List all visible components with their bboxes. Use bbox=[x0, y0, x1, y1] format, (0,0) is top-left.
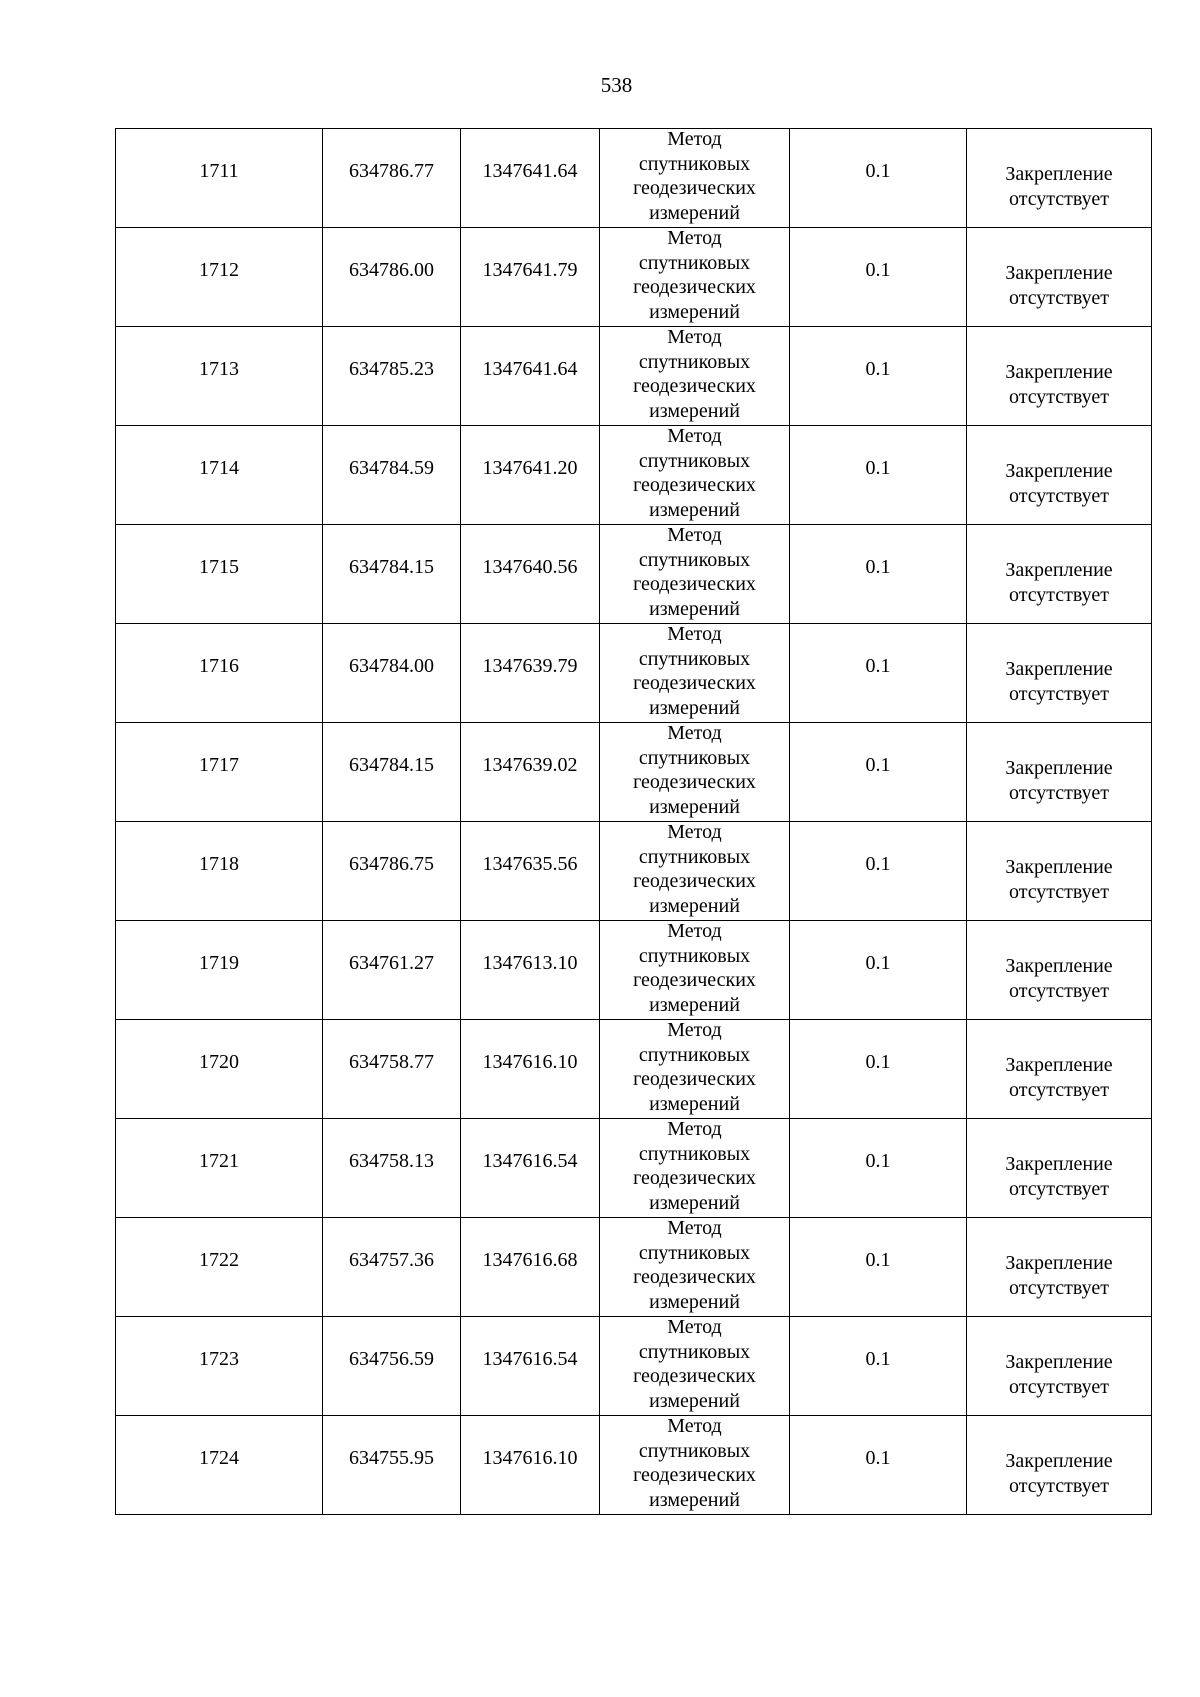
method-text-line: геодезических bbox=[633, 1068, 756, 1090]
method-text-line: Метод bbox=[667, 227, 722, 249]
method-text-line: геодезических bbox=[633, 672, 756, 694]
table-row bbox=[116, 822, 1152, 921]
method-text-line: измерений bbox=[649, 300, 740, 323]
point-number-value: 1718 bbox=[199, 852, 239, 875]
fixing-cell bbox=[967, 822, 1152, 921]
point-number-value: 1721 bbox=[199, 1149, 239, 1172]
x-coordinate-cell bbox=[323, 129, 461, 228]
point-number-cell bbox=[116, 228, 323, 327]
table-row bbox=[116, 327, 1152, 426]
fixing-cell bbox=[967, 426, 1152, 525]
method-text-line: геодезических bbox=[633, 177, 756, 199]
fixing-cell bbox=[967, 624, 1152, 723]
fixing-text-line: отсутствует bbox=[1008, 1474, 1110, 1497]
point-number-value: 1712 bbox=[199, 258, 239, 281]
table-row bbox=[116, 1317, 1152, 1416]
x-coordinate-value: 634758.77 bbox=[349, 1050, 434, 1073]
fixing-text-line: Закрепление bbox=[1005, 1054, 1113, 1076]
x-coordinate-cell bbox=[323, 624, 461, 723]
method-text-line: спутниковых bbox=[638, 152, 751, 175]
point-number-cell bbox=[116, 1416, 323, 1515]
fixing-text-line: отсутствует bbox=[1008, 583, 1110, 606]
fixing-text-line: Закрепление bbox=[1005, 163, 1113, 185]
method-text-line: геодезических bbox=[633, 1365, 756, 1387]
accuracy-value: 0.1 bbox=[865, 555, 891, 578]
method-cell bbox=[600, 1119, 790, 1218]
method-text-line: Метод bbox=[667, 1415, 722, 1437]
method-text-line: Метод bbox=[667, 1118, 722, 1140]
method-text-line: спутниковых bbox=[638, 1043, 751, 1066]
method-text-line: измерений bbox=[649, 201, 740, 224]
x-coordinate-value: 634786.00 bbox=[349, 258, 434, 281]
method-text-line: спутниковых bbox=[638, 1241, 751, 1264]
method-text-line: измерений bbox=[649, 597, 740, 620]
accuracy-cell bbox=[790, 921, 967, 1020]
table-row bbox=[116, 624, 1152, 723]
accuracy-cell bbox=[790, 426, 967, 525]
table-row bbox=[116, 426, 1152, 525]
point-number-value: 1723 bbox=[199, 1347, 239, 1370]
fixing-cell bbox=[967, 228, 1152, 327]
method-text-line: измерений bbox=[649, 993, 740, 1016]
accuracy-value: 0.1 bbox=[865, 1149, 891, 1172]
y-coordinate-value: 1347635.56 bbox=[482, 852, 578, 875]
method-cell bbox=[600, 327, 790, 426]
y-coordinate-value: 1347616.54 bbox=[482, 1347, 578, 1370]
fixing-text-line: отсутствует bbox=[1008, 880, 1110, 903]
y-coordinate-cell bbox=[461, 327, 600, 426]
x-coordinate-value: 634784.59 bbox=[349, 456, 434, 479]
fixing-cell bbox=[967, 1416, 1152, 1515]
method-text-line: измерений bbox=[649, 1191, 740, 1214]
x-coordinate-value: 634761.27 bbox=[349, 951, 434, 974]
fixing-text-line: отсутствует bbox=[1008, 385, 1110, 408]
point-number-cell bbox=[116, 624, 323, 723]
method-cell bbox=[600, 1218, 790, 1317]
fixing-text-line: Закрепление bbox=[1005, 460, 1113, 482]
point-number-value: 1717 bbox=[199, 753, 239, 776]
accuracy-cell bbox=[790, 1020, 967, 1119]
method-text-line: геодезических bbox=[633, 573, 756, 595]
y-coordinate-value: 1347641.20 bbox=[482, 456, 578, 479]
y-coordinate-cell bbox=[461, 1020, 600, 1119]
x-coordinate-cell bbox=[323, 1317, 461, 1416]
point-number-value: 1720 bbox=[199, 1050, 239, 1073]
table-row bbox=[116, 228, 1152, 327]
method-text-line: измерений bbox=[649, 696, 740, 719]
method-text-line: геодезических bbox=[633, 474, 756, 496]
fixing-text-line: Закрепление bbox=[1005, 1351, 1113, 1373]
table-row bbox=[116, 1416, 1152, 1515]
method-text-line: измерений bbox=[649, 1488, 740, 1511]
point-number-cell bbox=[116, 426, 323, 525]
method-text-line: измерений bbox=[649, 894, 740, 917]
y-coordinate-cell bbox=[461, 723, 600, 822]
method-text-line: геодезических bbox=[633, 969, 756, 991]
method-text-line: геодезических bbox=[633, 870, 756, 892]
accuracy-cell bbox=[790, 1119, 967, 1218]
y-coordinate-cell bbox=[461, 525, 600, 624]
accuracy-value: 0.1 bbox=[865, 159, 891, 182]
x-coordinate-cell bbox=[323, 426, 461, 525]
x-coordinate-value: 634758.13 bbox=[349, 1149, 434, 1172]
fixing-cell bbox=[967, 129, 1152, 228]
table-body bbox=[116, 129, 1152, 1515]
x-coordinate-value: 634784.15 bbox=[349, 753, 434, 776]
method-text-line: спутниковых bbox=[638, 647, 751, 670]
accuracy-value: 0.1 bbox=[865, 1248, 891, 1271]
y-coordinate-value: 1347639.79 bbox=[482, 654, 578, 677]
point-number-value: 1714 bbox=[199, 456, 239, 479]
accuracy-cell bbox=[790, 228, 967, 327]
fixing-text-line: Закрепление bbox=[1005, 1450, 1113, 1472]
x-coordinate-value: 634756.59 bbox=[349, 1347, 434, 1370]
accuracy-value: 0.1 bbox=[865, 1446, 891, 1469]
x-coordinate-value: 634785.23 bbox=[349, 357, 434, 380]
x-coordinate-cell bbox=[323, 921, 461, 1020]
fixing-cell bbox=[967, 1317, 1152, 1416]
fixing-cell bbox=[967, 525, 1152, 624]
x-coordinate-value: 634786.77 bbox=[349, 159, 434, 182]
x-coordinate-cell bbox=[323, 228, 461, 327]
x-coordinate-cell bbox=[323, 525, 461, 624]
accuracy-cell bbox=[790, 1416, 967, 1515]
fixing-text-line: Закрепление bbox=[1005, 757, 1113, 779]
method-text-line: спутниковых bbox=[638, 944, 751, 967]
y-coordinate-cell bbox=[461, 1317, 600, 1416]
fixing-text-line: Закрепление bbox=[1005, 1252, 1113, 1274]
y-coordinate-cell bbox=[461, 921, 600, 1020]
y-coordinate-value: 1347640.56 bbox=[482, 555, 578, 578]
x-coordinate-cell bbox=[323, 822, 461, 921]
point-number-cell bbox=[116, 1020, 323, 1119]
point-number-cell bbox=[116, 129, 323, 228]
method-text-line: спутниковых bbox=[638, 746, 751, 769]
method-text-line: спутниковых bbox=[638, 449, 751, 472]
accuracy-value: 0.1 bbox=[865, 951, 891, 974]
method-text-line: геодезических bbox=[633, 771, 756, 793]
method-text-line: геодезических bbox=[633, 375, 756, 397]
x-coordinate-cell bbox=[323, 1218, 461, 1317]
y-coordinate-cell bbox=[461, 228, 600, 327]
point-number-value: 1715 bbox=[199, 555, 239, 578]
method-text-line: спутниковых bbox=[638, 350, 751, 373]
fixing-text-line: отсутствует bbox=[1008, 1078, 1110, 1101]
point-number-cell bbox=[116, 921, 323, 1020]
x-coordinate-cell bbox=[323, 1119, 461, 1218]
table-row bbox=[116, 921, 1152, 1020]
fixing-text-line: отсутствует bbox=[1008, 1276, 1110, 1299]
point-number-value: 1719 bbox=[199, 951, 239, 974]
x-coordinate-cell bbox=[323, 327, 461, 426]
fixing-text-line: отсутствует bbox=[1008, 781, 1110, 804]
method-text-line: Метод bbox=[667, 1316, 722, 1338]
method-text-line: геодезических bbox=[633, 1464, 756, 1486]
y-coordinate-cell bbox=[461, 426, 600, 525]
page-number: 538 bbox=[600, 73, 633, 97]
method-text-line: геодезических bbox=[633, 1266, 756, 1288]
method-text-line: измерений bbox=[649, 1092, 740, 1115]
method-text-line: Метод bbox=[667, 821, 722, 843]
accuracy-cell bbox=[790, 723, 967, 822]
method-cell bbox=[600, 1416, 790, 1515]
fixing-text-line: Закрепление bbox=[1005, 856, 1113, 878]
y-coordinate-value: 1347616.68 bbox=[482, 1248, 578, 1271]
x-coordinate-value: 634786.75 bbox=[349, 852, 434, 875]
method-text-line: измерений bbox=[649, 1389, 740, 1412]
method-text-line: Метод bbox=[667, 920, 722, 942]
accuracy-cell bbox=[790, 1218, 967, 1317]
point-number-value: 1713 bbox=[199, 357, 239, 380]
y-coordinate-cell bbox=[461, 822, 600, 921]
accuracy-cell bbox=[790, 327, 967, 426]
fixing-cell bbox=[967, 327, 1152, 426]
table-row bbox=[116, 1020, 1152, 1119]
method-text-line: геодезических bbox=[633, 1167, 756, 1189]
y-coordinate-cell bbox=[461, 624, 600, 723]
accuracy-cell bbox=[790, 624, 967, 723]
x-coordinate-cell bbox=[323, 723, 461, 822]
fixing-cell bbox=[967, 1218, 1152, 1317]
point-number-cell bbox=[116, 1317, 323, 1416]
fixing-text-line: отсутствует bbox=[1008, 187, 1110, 210]
method-text-line: Метод bbox=[667, 326, 722, 348]
fixing-text-line: отсутствует bbox=[1008, 979, 1110, 1002]
table-row bbox=[116, 1119, 1152, 1218]
method-text-line: Метод bbox=[667, 128, 722, 150]
fixing-text-line: Закрепление bbox=[1005, 262, 1113, 284]
fixing-text-line: отсутствует bbox=[1008, 682, 1110, 705]
point-number-value: 1724 bbox=[199, 1446, 239, 1469]
point-number-cell bbox=[116, 1218, 323, 1317]
accuracy-cell bbox=[790, 1317, 967, 1416]
accuracy-value: 0.1 bbox=[865, 258, 891, 281]
accuracy-value: 0.1 bbox=[865, 357, 891, 380]
method-cell bbox=[600, 921, 790, 1020]
table-row bbox=[116, 1218, 1152, 1317]
y-coordinate-value: 1347616.54 bbox=[482, 1149, 578, 1172]
method-text-line: Метод bbox=[667, 425, 722, 447]
y-coordinate-cell bbox=[461, 1218, 600, 1317]
x-coordinate-cell bbox=[323, 1416, 461, 1515]
fixing-text-line: Закрепление bbox=[1005, 559, 1113, 581]
method-text-line: спутниковых bbox=[638, 1439, 751, 1462]
y-coordinate-cell bbox=[461, 129, 600, 228]
accuracy-cell bbox=[790, 822, 967, 921]
x-coordinate-value: 634784.15 bbox=[349, 555, 434, 578]
method-cell bbox=[600, 1317, 790, 1416]
accuracy-value: 0.1 bbox=[865, 852, 891, 875]
method-cell bbox=[600, 822, 790, 921]
method-cell bbox=[600, 426, 790, 525]
method-text-line: Метод bbox=[667, 524, 722, 546]
point-number-value: 1716 bbox=[199, 654, 239, 677]
fixing-text-line: отсутствует bbox=[1008, 484, 1110, 507]
x-coordinate-value: 634755.95 bbox=[349, 1446, 434, 1469]
fixing-text-line: Закрепление bbox=[1005, 658, 1113, 680]
y-coordinate-value: 1347641.64 bbox=[482, 159, 578, 182]
y-coordinate-value: 1347641.64 bbox=[482, 357, 578, 380]
accuracy-value: 0.1 bbox=[865, 654, 891, 677]
method-text-line: Метод bbox=[667, 1217, 722, 1239]
y-coordinate-value: 1347613.10 bbox=[482, 951, 578, 974]
y-coordinate-value: 1347639.02 bbox=[482, 753, 578, 776]
accuracy-value: 0.1 bbox=[865, 1347, 891, 1370]
fixing-text-line: Закрепление bbox=[1005, 361, 1113, 383]
method-text-line: Метод bbox=[667, 722, 722, 744]
fixing-cell bbox=[967, 1020, 1152, 1119]
method-cell bbox=[600, 723, 790, 822]
method-text-line: Метод bbox=[667, 623, 722, 645]
y-coordinate-value: 1347616.10 bbox=[482, 1050, 578, 1073]
method-text-line: спутниковых bbox=[638, 1340, 751, 1363]
point-number-cell bbox=[116, 723, 323, 822]
method-cell bbox=[600, 228, 790, 327]
y-coordinate-cell bbox=[461, 1119, 600, 1218]
fixing-cell bbox=[967, 1119, 1152, 1218]
method-text-line: спутниковых bbox=[638, 251, 751, 274]
point-number-cell bbox=[116, 327, 323, 426]
method-text-line: геодезических bbox=[633, 276, 756, 298]
table-row bbox=[116, 723, 1152, 822]
point-number-cell bbox=[116, 822, 323, 921]
table-row bbox=[116, 129, 1152, 228]
method-text-line: измерений bbox=[649, 399, 740, 422]
method-text-line: спутниковых bbox=[638, 1142, 751, 1165]
method-text-line: Метод bbox=[667, 1019, 722, 1041]
method-text-line: спутниковых bbox=[638, 845, 751, 868]
x-coordinate-cell bbox=[323, 1020, 461, 1119]
x-coordinate-value: 634784.00 bbox=[349, 654, 434, 677]
accuracy-value: 0.1 bbox=[865, 1050, 891, 1073]
point-number-cell bbox=[116, 1119, 323, 1218]
method-cell bbox=[600, 1020, 790, 1119]
accuracy-value: 0.1 bbox=[865, 456, 891, 479]
fixing-text-line: отсутствует bbox=[1008, 286, 1110, 309]
coordinates-table bbox=[115, 128, 1152, 1515]
y-coordinate-value: 1347616.10 bbox=[482, 1446, 578, 1469]
fixing-text-line: отсутствует bbox=[1008, 1177, 1110, 1200]
accuracy-value: 0.1 bbox=[865, 753, 891, 776]
method-cell bbox=[600, 624, 790, 723]
method-cell bbox=[600, 129, 790, 228]
point-number-value: 1711 bbox=[199, 159, 239, 182]
accuracy-cell bbox=[790, 129, 967, 228]
method-text-line: измерений bbox=[649, 795, 740, 818]
method-text-line: измерений bbox=[649, 498, 740, 521]
fixing-cell bbox=[967, 723, 1152, 822]
y-coordinate-cell bbox=[461, 1416, 600, 1515]
fixing-text-line: Закрепление bbox=[1005, 955, 1113, 977]
point-number-cell bbox=[116, 525, 323, 624]
fixing-text-line: Закрепление bbox=[1005, 1153, 1113, 1175]
table-row bbox=[116, 525, 1152, 624]
method-text-line: измерений bbox=[649, 1290, 740, 1313]
fixing-text-line: отсутствует bbox=[1008, 1375, 1110, 1398]
x-coordinate-value: 634757.36 bbox=[349, 1248, 434, 1271]
method-cell bbox=[600, 525, 790, 624]
y-coordinate-value: 1347641.79 bbox=[482, 258, 578, 281]
point-number-value: 1722 bbox=[199, 1248, 239, 1271]
method-text-line: спутниковых bbox=[638, 548, 751, 571]
fixing-cell bbox=[967, 921, 1152, 1020]
accuracy-cell bbox=[790, 525, 967, 624]
